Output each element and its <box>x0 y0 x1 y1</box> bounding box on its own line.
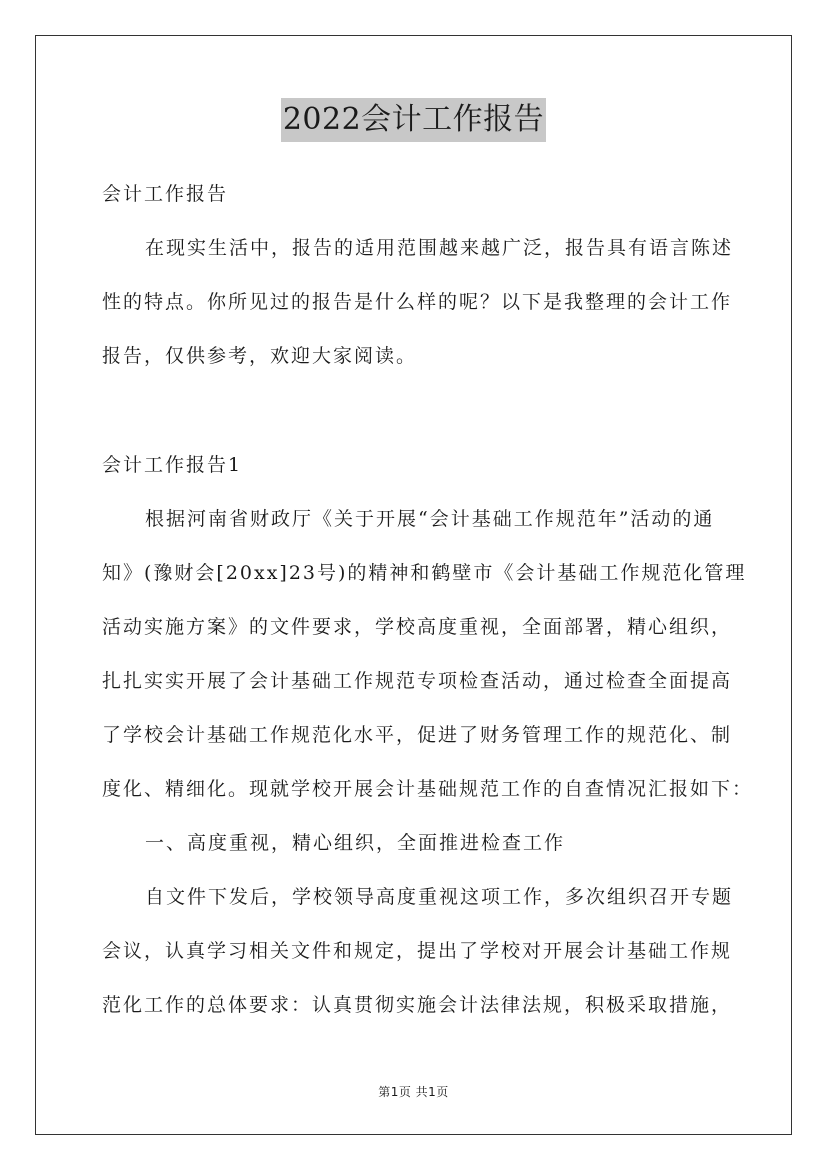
paragraph-line: 了学校会计基础工作规范化水平，促进了财务管理工作的规范化、制 <box>102 724 733 746</box>
subheading: 会计工作报告1 <box>102 454 243 476</box>
paragraph-line: 知》(豫财会[20xx]23号)的精神和鹤壁市《会计基础工作规范化管理 <box>102 562 747 584</box>
paragraph-line: 自文件下发后，学校领导高度重视这项工作，多次组织召开专题 <box>145 886 734 908</box>
page-footer: 第1页 共1页 <box>378 1085 449 1099</box>
paragraph-line: 根据河南省财政厅《关于开展“会计基础工作规范年”活动的通 <box>145 508 715 530</box>
paragraph-line: 度化、精细化。现就学校开展会计基础规范工作的自查情况汇报如下： <box>102 778 754 800</box>
paragraph-line: 范化工作的总体要求：认真贯彻实施会计法律法规，积极采取措施， <box>102 994 733 1016</box>
paragraph-line: 扎扎实实开展了会计基础工作规范专项检查活动，通过检查全面提高 <box>102 670 733 692</box>
paragraph-line: 在现实生活中，报告的适用范围越来越广泛，报告具有语言陈述 <box>145 237 734 259</box>
paragraph-line: 性的特点。你所见过的报告是什么样的呢？以下是我整理的会计工作 <box>102 291 733 313</box>
title-container <box>0 98 827 142</box>
paragraph-line: 会议，认真学习相关文件和规定，提出了学校对开展会计基础工作规 <box>102 940 733 962</box>
document-title: 2022会计工作报告 <box>281 98 546 142</box>
paragraph-line: 报告，仅供参考，欢迎大家阅读。 <box>102 345 418 367</box>
subheading: 会计工作报告 <box>102 183 229 205</box>
section-heading: 一、高度重视，精心组织，全面推进检查工作 <box>145 832 566 854</box>
paragraph-line: 活动实施方案》的文件要求，学校高度重视，全面部署，精心组织， <box>102 616 733 638</box>
